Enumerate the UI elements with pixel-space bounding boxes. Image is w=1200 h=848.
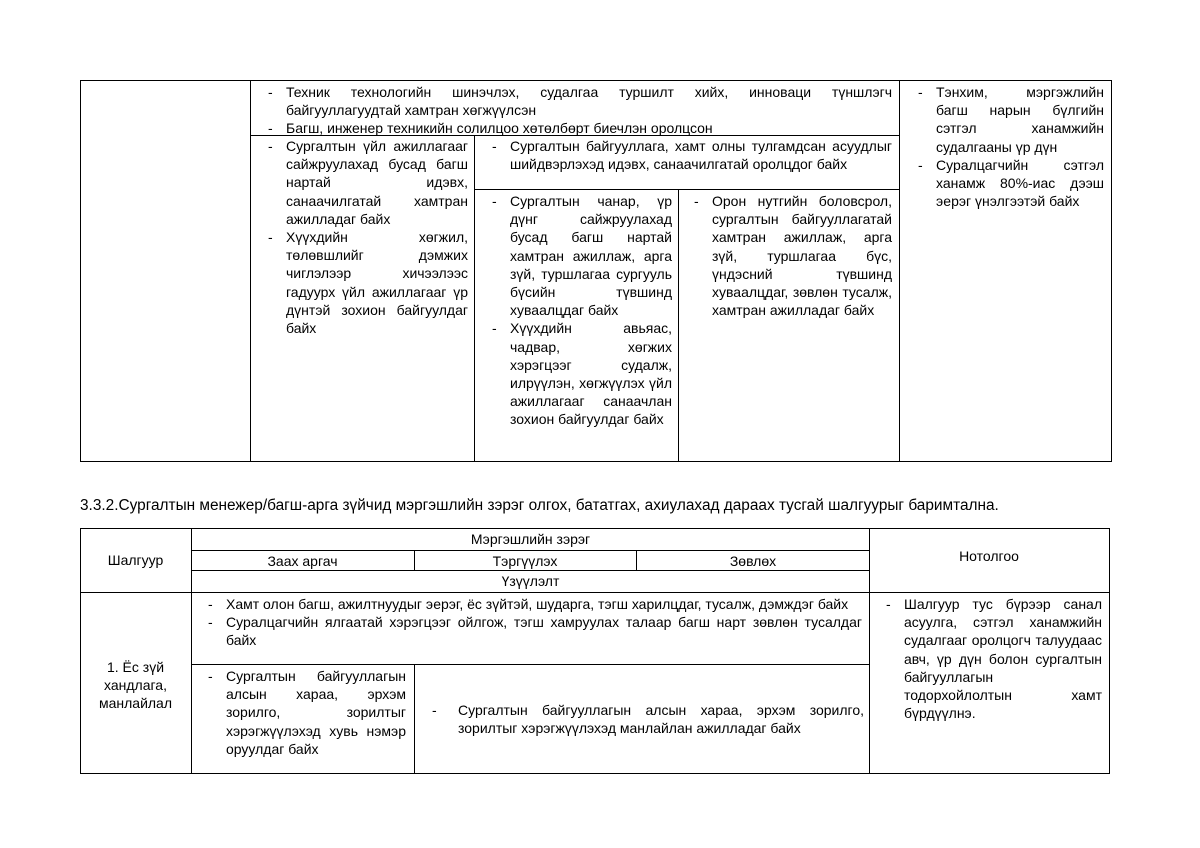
evidence-cell — [910, 83, 1104, 210]
level1-indicator-cell — [200, 667, 406, 758]
list-item: - Хамт олон багш, ажилтнуудыг эерэг, ёс зүйтэй, шударга, тэгш харилцдаг, тусалж, дэмждэг байх — [200, 595, 862, 613]
list-item: - Сургалтын байгууллага, хамт олны тулгамдсан асуудлыг шийдвэрлэхэд идэвх, санаачилгатай оролцдог байх — [484, 137, 892, 173]
list-item: - Суралцагчийн ялгаатай хэрэгцээг ойлгож, тэгш хамруулах талаар багш нарт зөвлөн тусалдаг байх — [200, 613, 862, 649]
level3-cell — [686, 192, 892, 319]
header-indicator: Үзүүлэлт — [501, 573, 560, 589]
header-level-3: Зөвлөх — [729, 553, 777, 569]
list-item: - Багш, инженер техникийн солилцоо хөтөлбөрт биечлэн оролцсон — [260, 119, 892, 137]
common-indicators-cell — [200, 595, 862, 650]
level2-cell — [484, 192, 672, 429]
tech-innovation-cell — [260, 83, 892, 138]
list-item: - Хүүхдийн хөгжил, төлөвшлийг дэмжих чиглэлээр хичээлээс гадуурх үйл ажиллагааг үр дүнтэй зохион байгуулдаг байх — [260, 228, 468, 337]
list-item: - Сургалтын байгууллагын алсын хараа, эрхэм зорилго, зорилтыг хэрэгжүүлэхэд манлайлан ажилладаг байх — [424, 701, 864, 737]
evidence-cell-2 — [878, 595, 1102, 722]
list-item: - Хүүхдийн авьяас, чадвар, хөгжих хэрэгцээг судалж, илрүүлэн, хөгжүүлэх үйл ажиллагааг санаачлан зохион байгуулдаг байх — [484, 319, 672, 428]
level23-indicator-cell — [424, 701, 864, 737]
header-criterion: Шалгуур — [107, 552, 164, 568]
list-item: - Тэнхим, мэргэжлийн багш нарын бүлгийн сэтгэл ханамжийн судалгааны үр дүн — [910, 83, 1104, 156]
list-item: - Сургалтын чанар, үр дүнг сайжруулахад бусад багш нартай хамтран ажиллаж, арга зүй, туршлагаа сургууль бүсийн түвшинд хуваалцдаг байх — [484, 192, 672, 319]
list-item: - Сургалтын үйл ажиллагааг сайжруулахад бусад багш нартай идэвх, санаачилгатай хамтран ажилладаг байх — [260, 137, 468, 228]
list-item: - Шалгуур тус бүрээр санал асуулга, сэтгэл ханамжийн судалгааг оролцогч талуудаас авч, үр дүн болон сургалтын байгууллагын тодорхойлолтын хамт бүрдүүлнэ. — [878, 595, 1102, 722]
list-item: - Техник технологийн шинэчлэх, судалгаа туршилт хийх, инноваци түншлэгч байгууллагуудтай хамтран хөгжүүлсэн — [260, 83, 892, 119]
section-caption: 3.3.2.Сургалтын менежер/багш-арга зүйчид мэргэшлийн зэрэг олгох, бататгах, ахиулахад дараах тусгай шалгуурыг баримтална. — [80, 497, 999, 514]
criterion-ethics-leadership: 1. Ёс зүй хандлага, манлайлал — [98, 659, 173, 712]
header-degree: Мэргэшлийн зэрэг — [470, 531, 591, 547]
list-item: - Сургалтын байгууллагын алсын хараа, эрхэм зорилго, зорилтыг хэрэгжүүлэхэд хувь нэмэр оруулдаг байх — [200, 667, 406, 758]
list-item: - Орон нутгийн боловсрол, сургалтын байгууллагатай хамтран ажиллаж, арга зүй, туршлагаа бүс, үндэсний түвшинд хуваалцдаг, зөвлөн тусалж, хамтран ажилладаг байх — [686, 192, 892, 319]
level23-cell — [484, 137, 892, 173]
header-evidence: Нотолгоо — [959, 548, 1019, 564]
list-item: - Суралцагчийн сэтгэл ханамж 80%-иас дээш эерэг үнэлгээтэй байх — [910, 156, 1104, 211]
header-level-2: Тэргүүлэх — [492, 553, 558, 569]
level1-cell — [260, 137, 468, 337]
header-level-1: Заах аргач — [267, 553, 338, 569]
